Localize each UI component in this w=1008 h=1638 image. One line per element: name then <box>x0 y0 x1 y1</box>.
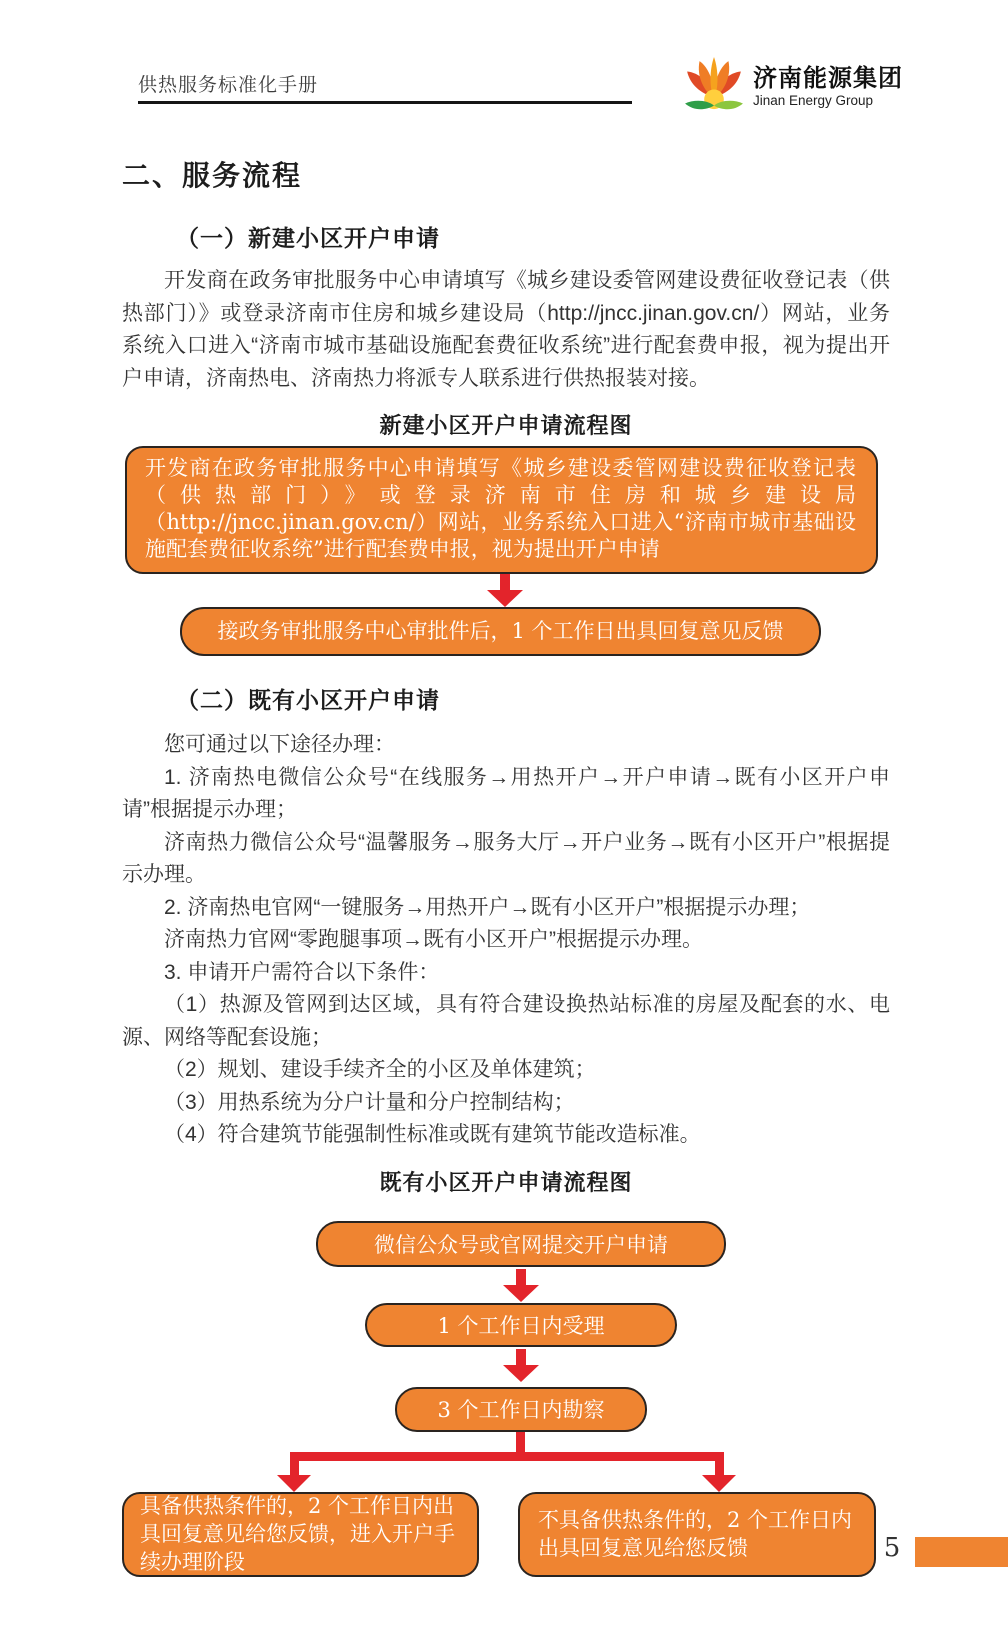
down-arrow-icon <box>277 1475 311 1492</box>
list-item: （3）用热系统为分户计量和分户控制结构； <box>164 1090 575 1114</box>
footer-accent-bar-right <box>915 1537 1008 1567</box>
brand-name-en: Jinan Energy Group <box>753 93 874 108</box>
paragraph: 开发商在政务审批服务中心申请填写《城乡建设委管网建设费征收登记表（供热部门）》或登录济南市住房和城乡建设局（http://jncc.jinan.gov.cn/）网站，业务系统入口进入“济南市城市基础设施配套费征收系统”进行配套费申报，视为提出开户申请，济南热电、济南热力将派专人联系进行供热报装对接。 <box>122 269 890 390</box>
flowchart-1-step-1: 开发商在政务审批服务中心申请填写《城乡建设委管网建设费征收登记表（供热部门）》或登录济南市住房和城乡建设局（http://jncc.jinan.gov.cn/）网站，业务系统入口进入“济南市城市基础设施配套费征收系统”进行配套费申报，视为提出开户申请 <box>125 446 878 574</box>
list-item: 3. 申请开户需符合以下条件： <box>164 960 440 984</box>
lotus-flame-icon <box>683 55 745 121</box>
branch-connector-bar <box>290 1452 724 1461</box>
header-divider <box>138 101 632 104</box>
flowchart-1-step-2: 接政务审批服务中心审批件后，1 个工作日出具回复意见反馈 <box>180 607 821 656</box>
list-item: 1. 济南热电微信公众号“在线服务→用热开户→开户申请→既有小区开户申请”根据提示办理； <box>122 765 890 821</box>
page-header <box>0 0 1008 130</box>
flowchart-2-step-2: 1 个工作日内受理 <box>365 1303 677 1347</box>
flowchart-2 <box>122 1215 890 1577</box>
branch-connector-stem <box>516 1432 525 1454</box>
down-arrow-icon <box>503 1349 539 1382</box>
down-arrow-icon <box>702 1475 736 1492</box>
down-arrow-icon <box>503 1269 539 1302</box>
flowchart-2-title: 既有小区开户申请流程图 <box>379 1169 633 1195</box>
list-item: （1）热源及管网到达区域，具有符合建设换热站标准的房屋及配套的水、电源、网络等配套设施； <box>122 993 890 1049</box>
subsection-2-body <box>122 729 890 1152</box>
flowchart-2-outcome-negative: 不具备供热条件的，2 个工作日内出具回复意见给您反馈 <box>518 1492 876 1577</box>
subsection-2-title: （二）既有小区开户申请 <box>176 687 440 713</box>
company-logo <box>683 55 903 121</box>
list-item: 2. 济南热电官网“一键服务→用热开户→既有小区开户”根据提示办理； <box>164 895 811 919</box>
footer-accent-bar-left <box>810 1537 867 1567</box>
flowchart-2-step-3: 3 个工作日内勘察 <box>395 1387 647 1432</box>
list-item: 济南热力微信公众号“温馨服务→服务大厅→开户业务→既有小区开户”根据提示办理。 <box>122 830 890 886</box>
branch-connector-left-arm <box>290 1459 299 1475</box>
flowchart-2-step-1: 微信公众号或官网提交开户申请 <box>316 1221 726 1267</box>
list-item: 济南热力官网“零跑腿事项→既有小区开户”根据提示办理。 <box>164 928 703 951</box>
page-number: 5 <box>883 1533 901 1563</box>
logo-text <box>753 66 903 110</box>
branch-connector-right-arm <box>715 1459 724 1475</box>
list-intro: 您可通过以下途径办理： <box>164 733 395 756</box>
subsection-1-title: （一）新建小区开户申请 <box>176 225 440 251</box>
list-item: （4）符合建筑节能强制性标准或既有建筑节能改造标准。 <box>164 1123 701 1146</box>
down-arrow-icon <box>487 574 523 607</box>
flowchart-2-outcome-positive: 具备供热条件的，2 个工作日内出具回复意见给您反馈，进入开户手续办理阶段 <box>122 1492 479 1577</box>
document-title: 供热服务标准化手册 <box>138 75 319 96</box>
subsection-1-body <box>122 265 890 395</box>
flowchart-1-title: 新建小区开户申请流程图 <box>379 413 633 438</box>
section-title: 二、服务流程 <box>122 160 303 191</box>
brand-name-cn: 济南能源集团 <box>753 65 903 92</box>
list-item: （2）规划、建设手续齐全的小区及单体建筑； <box>164 1058 596 1081</box>
